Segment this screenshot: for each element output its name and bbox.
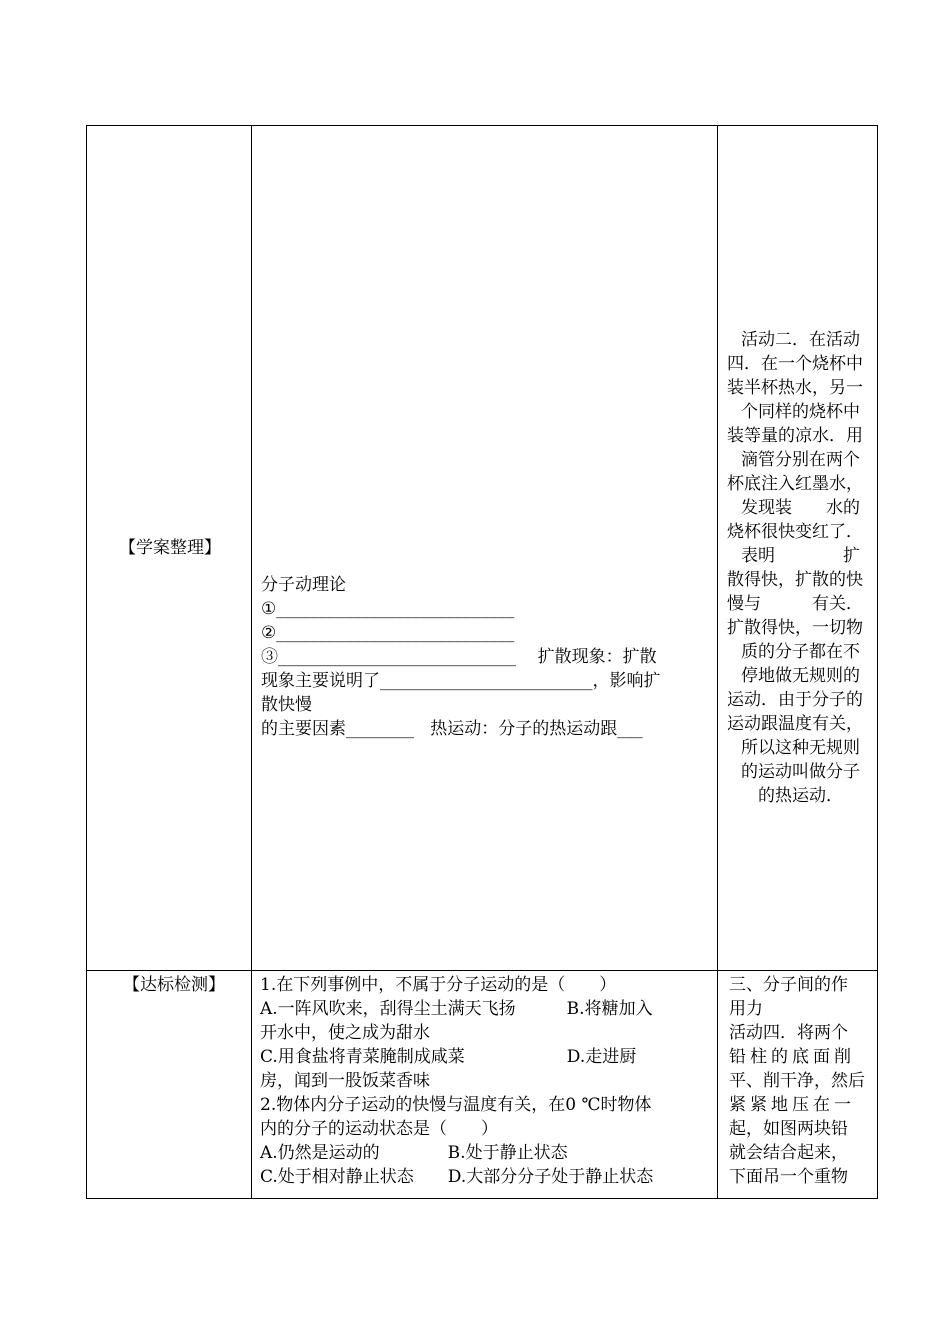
activity-line: 四．在一个烧杯中	[727, 354, 863, 374]
side-line: 平、削干净，然后	[729, 1071, 865, 1091]
table-row	[87, 126, 878, 971]
activity-line: 扩散得快，一切物	[727, 618, 863, 638]
activity-line: 烧杯很快变红了．	[727, 522, 863, 542]
worksheet-table	[86, 125, 878, 1199]
activity-line: 散得快，扩散的快	[727, 570, 863, 590]
activity-line: 滴管分别在两个	[741, 450, 860, 470]
notes-line: 的主要因素________ 热运动：分子的热运动跟___	[261, 719, 643, 739]
activity-line: 的热运动．	[758, 786, 843, 806]
activity-line: 杯底注入红墨水，	[727, 474, 863, 494]
study-notes	[252, 573, 717, 741]
activity-line: 个同样的烧杯中	[741, 402, 860, 422]
quiz-cell	[252, 971, 718, 1199]
quiz-line: 内的分子的运动状态是（ ）	[260, 1119, 498, 1139]
activity-line: 活动二．在活动	[741, 330, 860, 350]
activity-text	[718, 328, 877, 808]
molecular-force-cell	[718, 971, 878, 1199]
activity-line: 运动．由于分子的	[727, 690, 863, 710]
notes-line: ①____________________________	[261, 599, 515, 619]
activity-line: 装半杯热水，另一	[727, 378, 863, 398]
activity-line: 运动跟温度有关，	[727, 714, 863, 734]
quiz-line: A.仍然是运动的 B.处于静止状态	[260, 1143, 568, 1163]
activity-line: 发现装 水的	[741, 498, 860, 518]
activity-line: 表明 扩	[741, 546, 860, 566]
side-line: 铅柱的底面削	[729, 1047, 855, 1067]
notes-line: ③____________________________ 扩散现象：扩散	[261, 647, 657, 667]
section-label-study-notes: 【学案整理】	[87, 126, 252, 971]
activity-line: 停地做无规则的	[741, 666, 860, 686]
quiz-line: 1.在下列事例中，不属于分子运动的是（ ）	[260, 975, 617, 995]
side-line: 用力	[729, 999, 763, 1019]
quiz-line: 2.物体内分子运动的快慢与温度有关，在0 ℃时物体	[260, 1095, 652, 1115]
notes-line: ②____________________________	[261, 623, 515, 643]
quiz-line: 房，闻到一股饭菜香味	[260, 1071, 430, 1091]
side-line: 就会结合起来，	[729, 1143, 848, 1163]
side-line: 三、分子间的作	[729, 975, 848, 995]
section-label-assessment: 【达标检测】	[87, 971, 252, 1199]
side-line: 活动四．将两个	[729, 1023, 848, 1043]
quiz-line: C.处于相对静止状态 D.大部分分子处于静止状态	[260, 1167, 654, 1187]
activity-line: 质的分子都在不	[741, 642, 860, 662]
side-line: 紧紧地压在一	[729, 1095, 855, 1115]
quiz-line: A.一阵风吹来，刮得尘土满天飞扬 B.将糖加入	[260, 999, 653, 1019]
side-line: 起，如图两块铅	[729, 1119, 848, 1139]
quiz-line: 开水中，使之成为甜水	[260, 1023, 430, 1043]
quiz-line: C.用食盐将青菜腌制成咸菜 D.走进厨	[260, 1047, 637, 1067]
notes-line: 分子动理论	[261, 575, 346, 595]
molecular-force-text	[718, 971, 877, 1189]
activity-cell	[718, 126, 878, 971]
notes-line: 现象主要说明了_________________________，影响扩	[261, 671, 661, 691]
side-line: 下面吊一个重物	[729, 1167, 848, 1187]
activity-line: 的运动叫做分子	[741, 762, 860, 782]
quiz-questions	[252, 971, 717, 1189]
activity-line: 装等量的凉水．用	[727, 426, 863, 446]
activity-line: 所以这种无规则	[741, 738, 860, 758]
notes-line: 散快慢	[261, 695, 312, 715]
study-notes-cell	[252, 126, 718, 971]
table-row	[87, 971, 878, 1199]
activity-line: 慢与 有关．	[727, 594, 863, 614]
